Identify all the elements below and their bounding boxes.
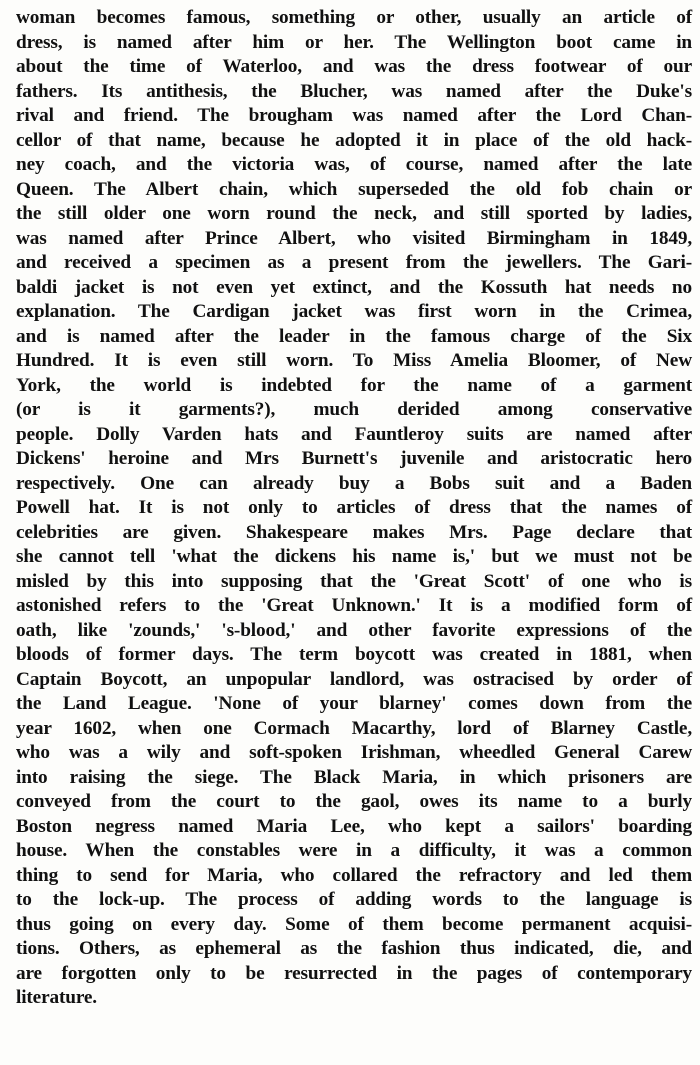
text-line: baldi jacket is not even yet extinct, and the Kossuth hat needs no bbox=[16, 276, 692, 298]
text-line: Hundred. It is even still worn. To Miss Amelia Bloomer, of New bbox=[16, 350, 692, 371]
text-line: Dickens' heroine and Mrs Burnett's juvenile and aristocratic hero bbox=[16, 448, 692, 469]
text-line: year 1602, when one Cormach Macarthy, lord of Blarney Castle, bbox=[16, 717, 692, 739]
text-line: York, the world is indebted for the name of a garment bbox=[16, 374, 692, 396]
text-line: rival and friend. The brougham was named after the Lord Chan- bbox=[16, 105, 692, 126]
text-line: she cannot tell 'what the dickens his name is,' but we must not be bbox=[16, 546, 692, 567]
text-line: Boston negress named Maria Lee, who kept a sailors' boarding bbox=[16, 815, 692, 837]
text-line: Captain Boycott, an unpopular landlord, was ostracised by order of bbox=[16, 668, 692, 690]
text-line: who was a wily and soft-spoken Irishman, wheedled General Carew bbox=[16, 742, 692, 763]
text-line: to the lock-up. The process of adding words to the language is bbox=[16, 889, 692, 910]
text-line: thing to send for Maria, who collared the refractory and led them bbox=[16, 864, 692, 886]
body-text bbox=[16, 6, 692, 1011]
text-line: people. Dolly Varden hats and Fauntleroy suits are named after bbox=[16, 423, 692, 445]
text-line: fathers. Its antithesis, the Blucher, was named after the Duke's bbox=[16, 80, 692, 102]
text-line: and is named after the leader in the famous charge of the Six bbox=[16, 325, 692, 347]
text-line: Powell hat. It is not only to articles of dress that the names of bbox=[16, 497, 692, 518]
text-line: woman becomes famous, something or other, usually an article of bbox=[16, 7, 692, 28]
text-line: (or is it garments?), much derided among conservative bbox=[16, 399, 692, 420]
text-line: celebrities are given. Shakespeare makes Mrs. Page declare that bbox=[16, 521, 692, 543]
text-line: the Land League. 'None of your blarney' comes down from the bbox=[16, 693, 692, 714]
text-line: astonished refers to the 'Great Unknown.' It is a modified form of bbox=[16, 595, 692, 616]
text-line: bloods of former days. The term boycott was created in 1881, when bbox=[16, 644, 692, 665]
text-line: conveyed from the court to the gaol, owes its name to a burly bbox=[16, 791, 692, 812]
text-line: and received a specimen as a present from the jewellers. The Gari- bbox=[16, 252, 692, 273]
text-line: tions. Others, as ephemeral as the fashion thus indicated, die, and bbox=[16, 938, 692, 959]
text-line: was named after Prince Albert, who visited Birmingham in 1849, bbox=[16, 227, 692, 249]
text-line: about the time of Waterloo, and was the dress footwear of our bbox=[16, 56, 692, 77]
text-line: are forgotten only to be resurrected in the pages of contemporary bbox=[16, 962, 692, 984]
text-line: the still older one worn round the neck, and still sported by ladies, bbox=[16, 203, 692, 224]
text-line: Queen. The Albert chain, which superseded the old fob chain or bbox=[16, 178, 692, 200]
text-line: cellor of that name, because he adopted it in place of the old hack- bbox=[16, 129, 692, 151]
text-line: misled by this into supposing that the 'Great Scott' of one who is bbox=[16, 570, 692, 592]
text-line: ney coach, and the victoria was, of course, named after the late bbox=[16, 154, 692, 175]
text-line: into raising the siege. The Black Maria, in which prisoners are bbox=[16, 766, 692, 788]
text-line: dress, is named after him or her. The Wellington boot came in bbox=[16, 31, 692, 53]
text-line: literature. bbox=[16, 987, 97, 1008]
text-line: respectively. One can already buy a Bobs suit and a Baden bbox=[16, 472, 692, 494]
text-line: explanation. The Cardigan jacket was first worn in the Crimea, bbox=[16, 301, 692, 322]
text-line: oath, like 'zounds,' 's-blood,' and other favorite expressions of the bbox=[16, 619, 692, 641]
text-line: house. When the constables were in a difficulty, it was a common bbox=[16, 840, 692, 861]
text-line: thus going on every day. Some of them become permanent acquisi- bbox=[16, 913, 692, 935]
